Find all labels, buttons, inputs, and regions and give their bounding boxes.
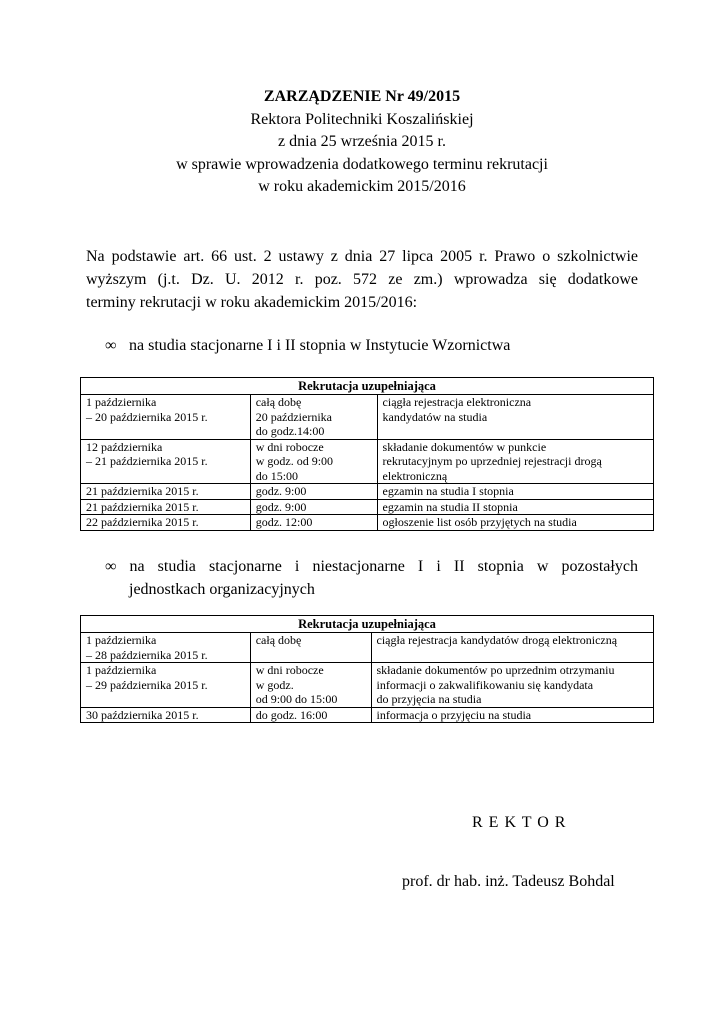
table-row	[81, 499, 654, 515]
description-cell: ciągła rejestracja elektroniczna kandydatów na studia	[377, 395, 653, 440]
table-row	[81, 395, 654, 440]
subject-line: w sprawie wprowadzenia dodatkowego terminu rekrutacji	[176, 155, 548, 173]
section2-bullet-line2: jednostkach organizacyjnych	[129, 581, 315, 598]
description-cell: egzamin na studia I stopnia	[377, 484, 653, 500]
table-caption: Rekrutacja uzupełniająca	[81, 616, 654, 633]
section1-bullet-text: na studia stacjonarne I i II stopnia w Instytucie Wzornictwa	[129, 337, 511, 354]
date-cell: 1 października – 20 października 2015 r.	[81, 395, 251, 440]
description-cell: ogłoszenie list osób przyjętych na studia	[377, 515, 653, 531]
document-title: ZARZĄDZENIE Nr 49/2015	[263, 88, 461, 105]
time-cell: godz. 12:00	[250, 515, 377, 531]
date-line: z dnia 25 września 2015 r.	[278, 133, 446, 150]
document-header	[0, 86, 724, 199]
intro-line: Na podstawie art. 66 ust. 2 ustawy z dnia 27 lipca 2005 r. Prawo o szkolnictwie	[86, 248, 638, 265]
intro-line: wyższym (j.t. Dz. U. 2012 r. poz. 572 ze zm.) wprowadza się dodatkowe	[86, 271, 638, 288]
section2-bullet	[105, 555, 638, 601]
issuer-line: Rektora Politechniki Koszalińskiej	[250, 110, 474, 128]
time-cell: godz. 9:00	[250, 499, 377, 515]
time-cell: godz. 9:00	[250, 484, 377, 500]
time-cell: do godz. 16:00	[250, 707, 371, 723]
date-cell: 30 października 2015 r.	[81, 707, 251, 723]
description-cell: informacja o przyjęciu na studia	[371, 707, 654, 723]
time-cell: w dni robocze w godz. od 9:00 do 15:00	[250, 439, 377, 484]
description-cell: egzamin na studia II stopnia	[377, 499, 653, 515]
table-caption: Rekrutacja uzupełniająca	[81, 378, 654, 395]
intro-paragraph	[86, 245, 638, 314]
section2-bullet-line1: ∞ na studia stacjonarne i niestacjonarne I i II stopnia w pozostałych	[105, 555, 638, 578]
description-cell: ciągła rejestracja kandydatów drogą elektroniczną	[371, 633, 654, 663]
section1-table	[80, 377, 654, 531]
intro-line: terminy rekrutacji w roku akademickim 2015/2016:	[86, 294, 418, 311]
academic-year-line: w roku akademickim 2015/2016	[258, 178, 466, 195]
signature-name: prof. dr hab. inż. Tadeusz Bohdal	[402, 873, 615, 890]
table-row	[81, 663, 654, 708]
table-row	[81, 515, 654, 531]
infinity-bullet-icon: ∞	[105, 558, 117, 575]
table-row	[81, 633, 654, 663]
section1-bullet	[105, 334, 510, 357]
description-cell: składanie dokumentów po uprzednim otrzymaniu informacji o zakwalifikowaniu się kandydata do przyjęcia na studia	[371, 663, 654, 708]
date-cell: 1 października – 28 października 2015 r.	[81, 633, 251, 663]
table-row	[81, 707, 654, 723]
table-row	[81, 439, 654, 484]
time-cell: w dni robocze w godz. od 9:00 do 15:00	[250, 663, 371, 708]
time-cell: całą dobę 20 października do godz.14:00	[250, 395, 377, 440]
date-cell: 21 października 2015 r.	[81, 484, 251, 500]
date-cell: 12 października – 21 października 2015 r.	[81, 439, 251, 484]
date-cell: 1 października – 29 października 2015 r.	[81, 663, 251, 708]
date-cell: 22 października 2015 r.	[81, 515, 251, 531]
signature-role: R E K T O R	[472, 814, 567, 831]
infinity-bullet-icon: ∞	[105, 337, 117, 354]
table-row	[81, 484, 654, 500]
date-cell: 21 października 2015 r.	[81, 499, 251, 515]
section2-table	[80, 615, 654, 723]
description-cell: składanie dokumentów w punkcie rekrutacyjnym po uprzedniej rejestracji drogą elektroniczną	[377, 439, 653, 484]
time-cell: całą dobę	[250, 633, 371, 663]
